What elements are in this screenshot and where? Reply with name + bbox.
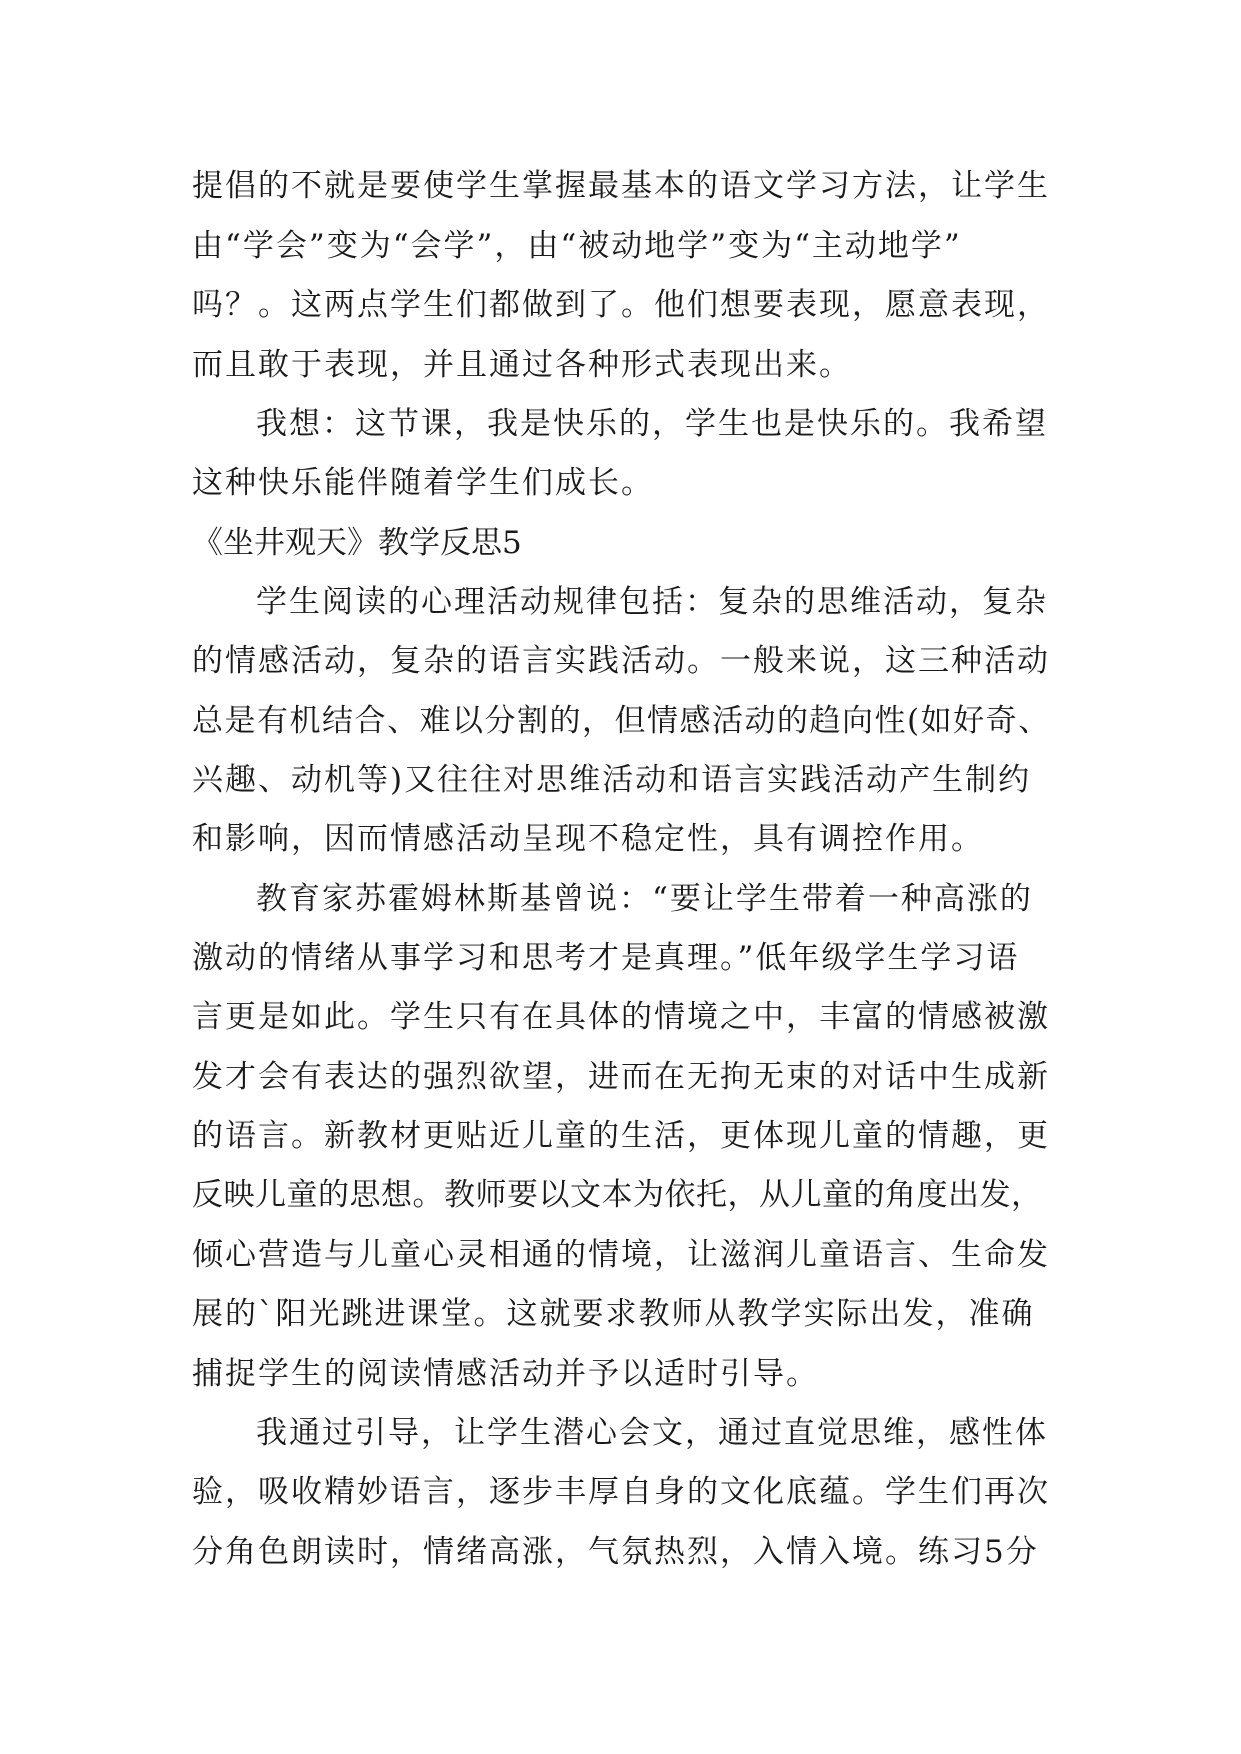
paragraph-line: 捕捉学生的阅读情感活动并予以适时引导。 [192, 1356, 819, 1392]
paragraph-line: 我想：这节课，我是快乐的，学生也是快乐的。我希望 [256, 406, 1048, 442]
section-heading: 《坐井观天》教学反思5 [192, 525, 522, 561]
paragraph-line: 展的`阳光跳进课堂。这就要求教师从教学实际出发，准确 [192, 1296, 1035, 1332]
paragraph-line: 而且敢于表现，并且通过各种形式表现出来。 [192, 347, 852, 383]
paragraph-line: 由“学会”变为“会学”，由“被动地学”变为“主动地学” [192, 228, 962, 264]
paragraph-line: 和影响，因而情感活动呈现不稳定性，具有调控作用。 [192, 821, 984, 857]
paragraph-line: 言更是如此。学生只有在具体的情境之中，丰富的情感被激 [192, 999, 1050, 1035]
paragraph-line: 兴趣、动机等)又往往对思维活动和语言实践活动产生制约 [192, 762, 1032, 798]
paragraph-line: 倾心营造与儿童心灵相通的情境，让滋润儿童语言、生命发 [192, 1237, 1050, 1273]
paragraph-line: 提倡的不就是要使学生掌握最基本的语文学习方法，让学生 [192, 168, 1050, 204]
paragraph-line: 发才会有表达的强烈欲望，进而在无拘无束的对话中生成新 [192, 1059, 1050, 1095]
paragraph-line: 验，吸收精妙语言，逐步丰厚自身的文化底蕴。学生们再次 [192, 1474, 1050, 1510]
paragraph-line: 的情感活动，复杂的语言实践活动。一般来说，这三种活动 [192, 643, 1050, 679]
paragraph-line: 激动的情绪从事学习和思考才是真理。”低年级学生学习语 [192, 940, 1020, 976]
paragraph-line: 反映儿童的思想。教师要以文本为依托，从儿童的角度出发， [192, 1177, 1043, 1213]
paragraph-line: 学生阅读的心理活动规律包括：复杂的思维活动，复杂 [256, 584, 1048, 620]
paragraph-line: 我通过引导，让学生潜心会文，通过直觉思维，感性体 [256, 1415, 1048, 1451]
paragraph-line: 教育家苏霍姆林斯基曾说：“要让学生带着一种高涨的 [256, 881, 1033, 917]
paragraph-line: 这种快乐能伴随着学生们成长。 [192, 465, 654, 501]
paragraph-line: 的语言。新教材更贴近儿童的生活，更体现儿童的情趣，更 [192, 1118, 1050, 1154]
paragraph-line: 吗？。这两点学生们都做到了。他们想要表现，愿意表现， [192, 287, 1050, 323]
paragraph-line: 分角色朗读时，情绪高涨，气氛热烈，入情入境。练习5分 [192, 1534, 1039, 1570]
paragraph-line: 总是有机结合、难以分割的，但情感活动的趋向性(如好奇、 [192, 703, 1051, 739]
